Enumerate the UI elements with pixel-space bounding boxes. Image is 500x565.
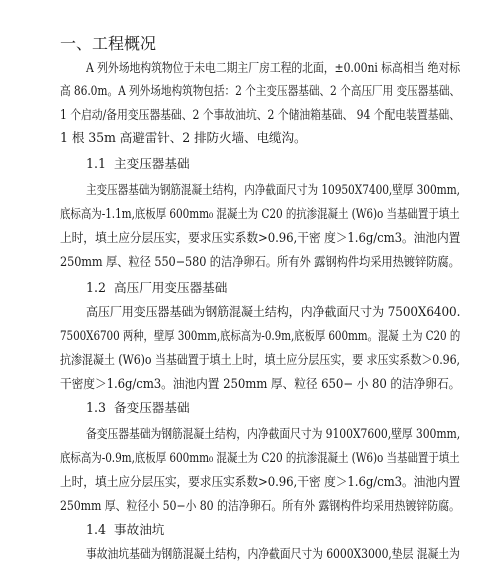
s12-line-3: 抗渗混凝土 (W6)o 当基础置于填土上时，填土应分层压实，要 求压实系数＞0.96, — [60, 352, 460, 367]
s12-line-1: 高压厂用变压器基础为钢筋混凝土结构，内净截面尺寸为 7500X6400. — [86, 304, 461, 319]
subsection-title: 备变压器基础 — [114, 400, 190, 415]
s11-line-3: 上时，填土应分层压实，要求压实系数>0.96,干密 度＞1.6g/cm3。油池内置 — [60, 230, 461, 245]
s11-line-4: 250mm 厚、粒径 550−580 的洁净卵石。所有外 露钢构件均采用热镀锌防腐。 — [60, 254, 460, 269]
intro-line-2: 高 86.0m。A 列外场地构筑物包括：2 个主变压器基础、2 个高压厂用 变压器基础、 — [60, 83, 461, 98]
subsection-1-3-heading — [86, 400, 190, 416]
s11-line-2: 底标高为-1.1m,底板厚 600mm₀ 混凝土为 C20 的抗渗混凝土 (W6)o 当基础置于填土 — [60, 206, 460, 221]
subsection-1-1-heading — [86, 156, 190, 172]
s13-line-4: 250mm 厚、粒径小 50−小 80 的洁净卵石。所有外 露钢构件均采用热镀锌防腐。 — [60, 498, 460, 513]
subsection-number: 1.2 — [86, 280, 107, 295]
subsection-number: 1.4 — [86, 522, 107, 537]
s13-line-2: 底标高为-0.9m,底板厚 600mm₀ 混凝土为 C20 的抗渗混凝土 (W6)o 当基础置于填土 — [60, 450, 460, 465]
s13-line-3: 上时，填土应分层压实，要求压实系数>0.96,干密 度＞1.6g/cm3。油池内置 — [60, 474, 461, 489]
s11-line-1: 主变压器基础为钢筋混凝土结构，内净截面尺寸为 10950X7400,壁厚 300mm, — [86, 182, 460, 197]
subsection-title: 事故油坑 — [114, 522, 165, 537]
s12-line-2: 7500X6700 两种，壁厚 300mm,底标高为-0.9m,底板厚 600mm。混凝 土为 C20 的 — [60, 328, 461, 343]
subsection-title: 高压厂用变压器基础 — [114, 280, 228, 295]
s14-line-1: 事故油坑基础为钢筋混凝土结构，内净截面尺寸为 6000X3000,垫层 混凝土为 — [86, 546, 460, 561]
subsection-title: 主变压器基础 — [114, 156, 190, 171]
subsection-number: 1.3 — [86, 400, 107, 415]
s12-line-4: 干密度＞1.6g/cm3。油池内置 250mm 厚、粒径 650− 小 80 的洁净卵石。 — [60, 376, 461, 391]
intro-line-1: A 列外场地构筑物位于未电二期主厂房工程的北面，±0.00ni 标高相当 绝对标 — [86, 60, 461, 75]
section-heading: 一、工程概况 — [60, 34, 157, 53]
s13-line-1: 备变压器基础为钢筋混凝土结构，内净截面尺寸为 9100X7600,壁厚 300mm, — [86, 426, 461, 441]
intro-line-4: 1 根 35m 高避雷针、2 排防火墙、电缆沟。 — [60, 130, 307, 145]
subsection-number: 1.1 — [86, 156, 107, 171]
intro-line-3: 1 个启动/备用变压器基础、2 个事故油坑、2 个储油箱基础、 94 个配电装置基础、 — [60, 107, 461, 122]
subsection-1-2-heading — [86, 280, 227, 296]
subsection-1-4-heading — [86, 522, 164, 538]
